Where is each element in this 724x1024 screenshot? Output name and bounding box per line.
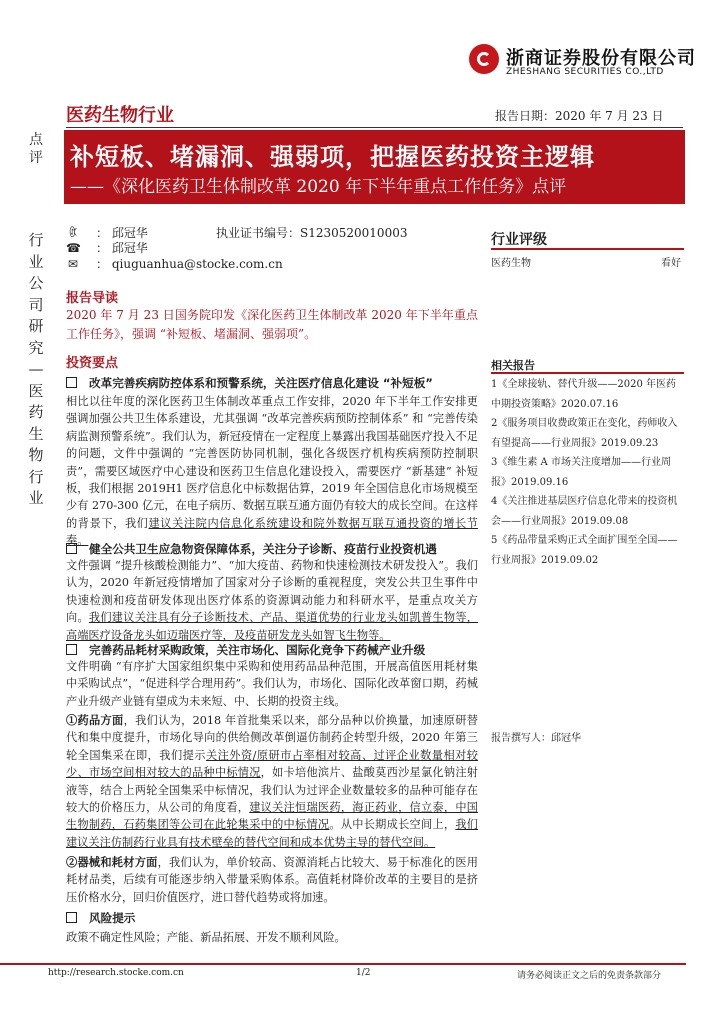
bullet-box-icon <box>66 543 77 554</box>
guide-heading: 报告导读 <box>66 291 119 306</box>
rating-sector: 医药生物 <box>491 258 531 269</box>
analyst-phone: ： 邱冠华 <box>96 241 148 255</box>
analyst-email[interactable]: ： qiuguanhua@stocke.com.cn <box>96 257 283 271</box>
bullet-box-icon <box>66 912 77 923</box>
side-tab-top: 点评 <box>29 132 43 166</box>
analyst-phone-row <box>66 239 148 256</box>
risk-text: 政策不确定性风险；产能、新品拓展、开发不顺利风险。 <box>66 931 346 944</box>
point3-drug: ①药品方面，我们认为，2018 年首批集采以来，部分品种以价换量，加速原研替代和集中度提升，市场化导向的供给侧改革倒逼仿制药企转型升级，2020 年第三轮全国集采在即，我们提示关注外资/原研市占率相对较高、过评企业数量相对较少、市场空间相对较大的品种中标情况，如卡培他滨片、盐酸莫西沙星氯化钠注射液等，结合上两轮全国集采中标情况，我们认为过评企业数量较多的品种可能存在较大的价格压力，从公司的角度看，建议关注恒瑞医药，海正药业，信立泰，中国生物制药，石药集团等公司在此轮集采中的中标情况。从中长期成长空间上，我们建议关注仿制药行业具有技术壁垒的替代空间和成本优势主导的替代空间。 <box>66 713 478 849</box>
rating-row <box>491 254 681 269</box>
point1-underline: 建议关注院内信息化系统建设和院外数据互联互通投资的增长节奏。 <box>66 516 478 548</box>
point3-body: 文件明确 “有序扩大国家组织集中采购和使用药品品种范围，开展高值医用耗材集中采购试点”，“促进科学合理用药”。我们认为，市场化、国际化改革窗口期，药械产业升级产业链有望成为未来短、中、长期的投资主线。 <box>66 660 478 708</box>
bullet-box-icon <box>66 377 77 388</box>
company-name-cn: 浙商证券股份有限公司 <box>506 48 696 69</box>
related-item[interactable]: 2《服务项目收费政策正在变化，药师收入有望提高——行业周报》2019.09.23 <box>491 418 678 449</box>
related-item[interactable]: 3《维生素 A 市场关注度增加——行业周报》2019.09.16 <box>491 457 671 488</box>
risk-title: 风险提示 <box>66 910 478 926</box>
analyst-cert: 执业证书编号：S1230520010003 <box>216 226 408 240</box>
related-divider <box>491 372 684 374</box>
related-list <box>491 375 683 570</box>
bullet-box-icon <box>66 644 77 655</box>
report-date: 报告日期：2020 年 7 月 23 日 <box>495 109 664 123</box>
header-divider <box>66 127 683 128</box>
point1-body: 相比以往年度的深化医药卫生体制改革重点工作安排，2020 年下半年工作安排更强调加强公共卫生体系建设，尤其强调 “改革完善疾病预防控制体系” 和 “完善传染病监测预警系统”。我们认为，新冠疫情在一定程度上暴露出我国基础医疗投入不足的问题，文件中强调的 “完善医防协同机制，强化各级医疗机构疾病预防控制职责”，需要区域医疗中心建设和医药卫生信息化建设投入，需要医疗 “新基建” 补短板，我们根据 2019H1 医疗信息化中标数据估算，2019 年全国信息化市场规模至少有 270-300 亿元，在电子病历、数据互联互通方面仍有较大的成长空间。在这样的背景下，我们建议关注院内信息化系统建设和院外数据互联互通投资的增长节奏。 <box>66 395 478 548</box>
footer-url[interactable]: http://research.stocke.com.cn <box>48 968 184 978</box>
analyst-email-row <box>66 255 283 272</box>
related-item[interactable]: 1《全球接轨、替代升级——2020 年医药中期投资策略》2020.07.16 <box>491 379 676 410</box>
company-name-en: ZHESHANG SECURITIES CO.,LTD <box>506 67 664 77</box>
guide-text: 2020 年 7 月 23 日国务院印发《深化医药卫生体制改革 2020 年下半年重点工作任务》，强调 “补短板、堵漏洞、强弱项”。 <box>66 308 478 341</box>
sub-title: ——《深化医药卫生体制改革 2020 年下半年重点工作任务》点评 <box>70 177 567 197</box>
analyst-name: ： 邱冠华 <box>96 226 148 240</box>
rating-divider <box>491 248 684 250</box>
point3-device: ②器械和耗材方面，我们认为，单价较高、资源消耗占比较大、易于标准化的医用耗材品类，后续有可能逐步纳入带量采购体系。高值耗材降价改革的主要目的是挤压价格水分，回归价值医疗，进口替代趋势或将加速。 <box>66 855 478 904</box>
point2-title: 健全公共卫生应急物资保障体系，关注分子诊断、疫苗行业投资机遇 <box>66 541 478 557</box>
person-icon: ꏫ <box>68 226 78 240</box>
company-logo-icon <box>469 44 499 74</box>
related-item[interactable]: 4《关注推进基层医疗信息化带来的投资机会——行业周报》2019.09.08 <box>491 496 678 527</box>
related-title: 相关报告 <box>491 359 535 372</box>
point2-underline: 我们建议关注具有分子诊断技术、产品、渠道优势的行业龙头如凯普生物等，高端医疗设备龙头如迈瑞医疗等，及疫苗研发龙头如智飞生物等。 <box>66 611 478 642</box>
page-number: 1/2 <box>356 968 371 978</box>
footer-divider <box>0 963 686 965</box>
point2-body: 文件强调 “提升核酸检测能力”、“加大疫苗、药物和快速检测技术研发投入”。我们认为，2020 年新冠疫情增加了国家对分子诊断的重视程度，突发公共卫生事件中快速检测和疫苗研发体现出医疗体系的资源调动能力和科研水平，是重点攻关方向。我们建议关注具有分子诊断技术、产品、渠道优势的行业龙头如凯普生物等，高端医疗设备龙头如迈瑞医疗等，及疫苗研发龙头如智飞生物等。 <box>66 559 478 642</box>
point3-title: 完善药品耗材采购政策，关注市场化、国际化竞争下药械产业升级 <box>66 642 478 658</box>
rating-title: 行业评级 <box>491 232 547 248</box>
rating-value: 看好 <box>661 258 681 269</box>
footer-disclaimer: 请务必阅读正文之后的免责条款部分 <box>517 971 662 981</box>
related-item[interactable]: 5《药品带量采购正式全面扩围至全国——行业周报》2019.09.02 <box>491 535 678 566</box>
main-title: 补短板、堵漏洞、强弱项，把握医药投资主逻辑 <box>70 143 595 171</box>
side-tab-vertical: 行业公司研究—医药生物行业 <box>28 231 44 507</box>
report-writer: 报告撰写人：邱冠华 <box>491 733 581 744</box>
points-heading: 投资要点 <box>66 356 119 371</box>
industry-label: 医药生物行业 <box>66 105 174 126</box>
point1-title: 改革完善疾病防控体系和预警系统，关注医疗信息化建设 “补短板” <box>66 375 478 391</box>
phone-icon: ☎ <box>66 241 81 255</box>
mail-icon: ✉ <box>67 257 79 271</box>
